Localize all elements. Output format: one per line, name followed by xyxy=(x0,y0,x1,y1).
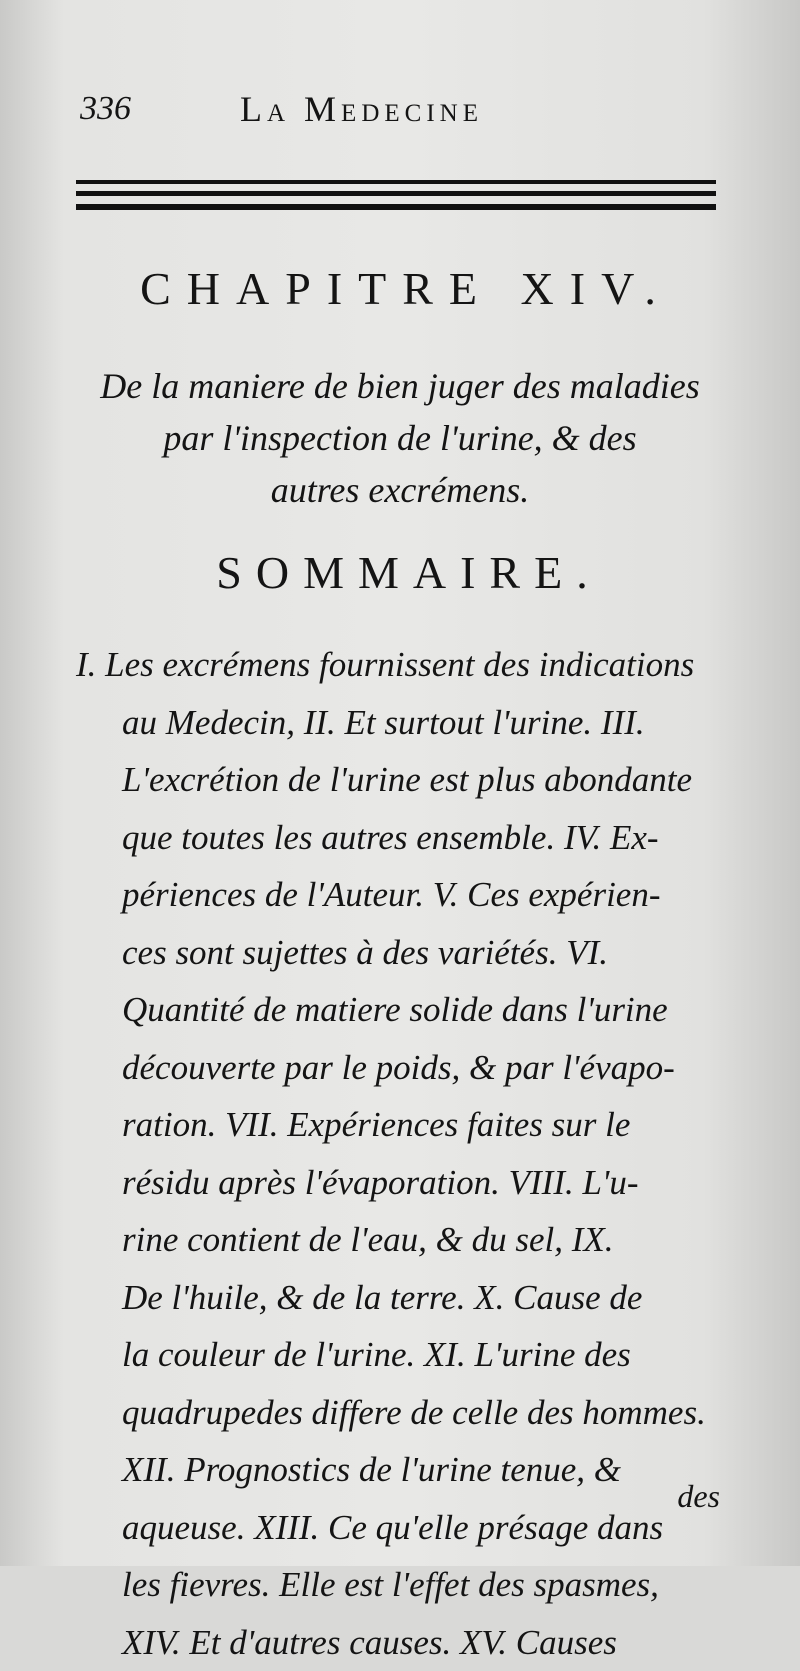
summary-text xyxy=(76,636,720,1671)
running-head: La Medecine xyxy=(240,88,483,130)
summary-line: résidu après l'évaporation. VIII. L'u- xyxy=(76,1154,720,1212)
subtitle-line: autres excrémens. xyxy=(60,464,740,516)
rule-line xyxy=(76,180,716,184)
rule-line xyxy=(76,191,716,196)
chapter-subtitle xyxy=(60,360,740,516)
summary-line: aqueuse. XIII. Ce qu'elle présage dans xyxy=(76,1499,720,1557)
subtitle-line: par l'inspection de l'urine, & des xyxy=(60,412,740,464)
summary-line: XII. Prognostics de l'urine tenue, & xyxy=(76,1441,720,1499)
page-header xyxy=(80,84,720,140)
page-number: 336 xyxy=(80,90,131,128)
summary-line: Quantité de matiere solide dans l'urine xyxy=(76,981,720,1039)
summary-line: les fievres. Elle est l'effet des spasmes, xyxy=(76,1556,720,1614)
summary-line: que toutes les autres ensemble. IV. Ex- xyxy=(76,809,720,867)
summary-line: I. Les excrémens fournissent des indications xyxy=(76,636,720,694)
summary-line: découverte par le poids, & par l'évapo- xyxy=(76,1039,720,1097)
summary-line: rine contient de l'eau, & du sel, IX. xyxy=(76,1211,720,1269)
summary-line: périences de l'Auteur. V. Ces expérien- xyxy=(76,866,720,924)
summary-line: la couleur de l'urine. XI. L'urine des xyxy=(76,1326,720,1384)
summary-line: quadrupedes differe de celle des hommes. xyxy=(76,1384,720,1442)
summary-line: L'excrétion de l'urine est plus abondante xyxy=(76,751,720,809)
summary-line: XIV. Et d'autres causes. XV. Causes xyxy=(76,1614,720,1671)
header-rule-ornament xyxy=(76,180,716,214)
rule-line xyxy=(76,204,716,210)
summary-line: ces sont sujettes à des variétés. VI. xyxy=(76,924,720,982)
summary-line: ration. VII. Expériences faites sur le xyxy=(76,1096,720,1154)
subtitle-line: De la maniere de bien juger des maladies xyxy=(60,360,740,412)
summary-line: au Medecin, II. Et surtout l'urine. III. xyxy=(76,694,720,752)
summary-line: De l'huile, & de la terre. X. Cause de xyxy=(76,1269,720,1327)
catchword: des xyxy=(677,1478,720,1515)
summary-heading: SOMMAIRE. xyxy=(0,546,800,599)
chapter-title: CHAPITRE XIV. xyxy=(0,262,800,315)
